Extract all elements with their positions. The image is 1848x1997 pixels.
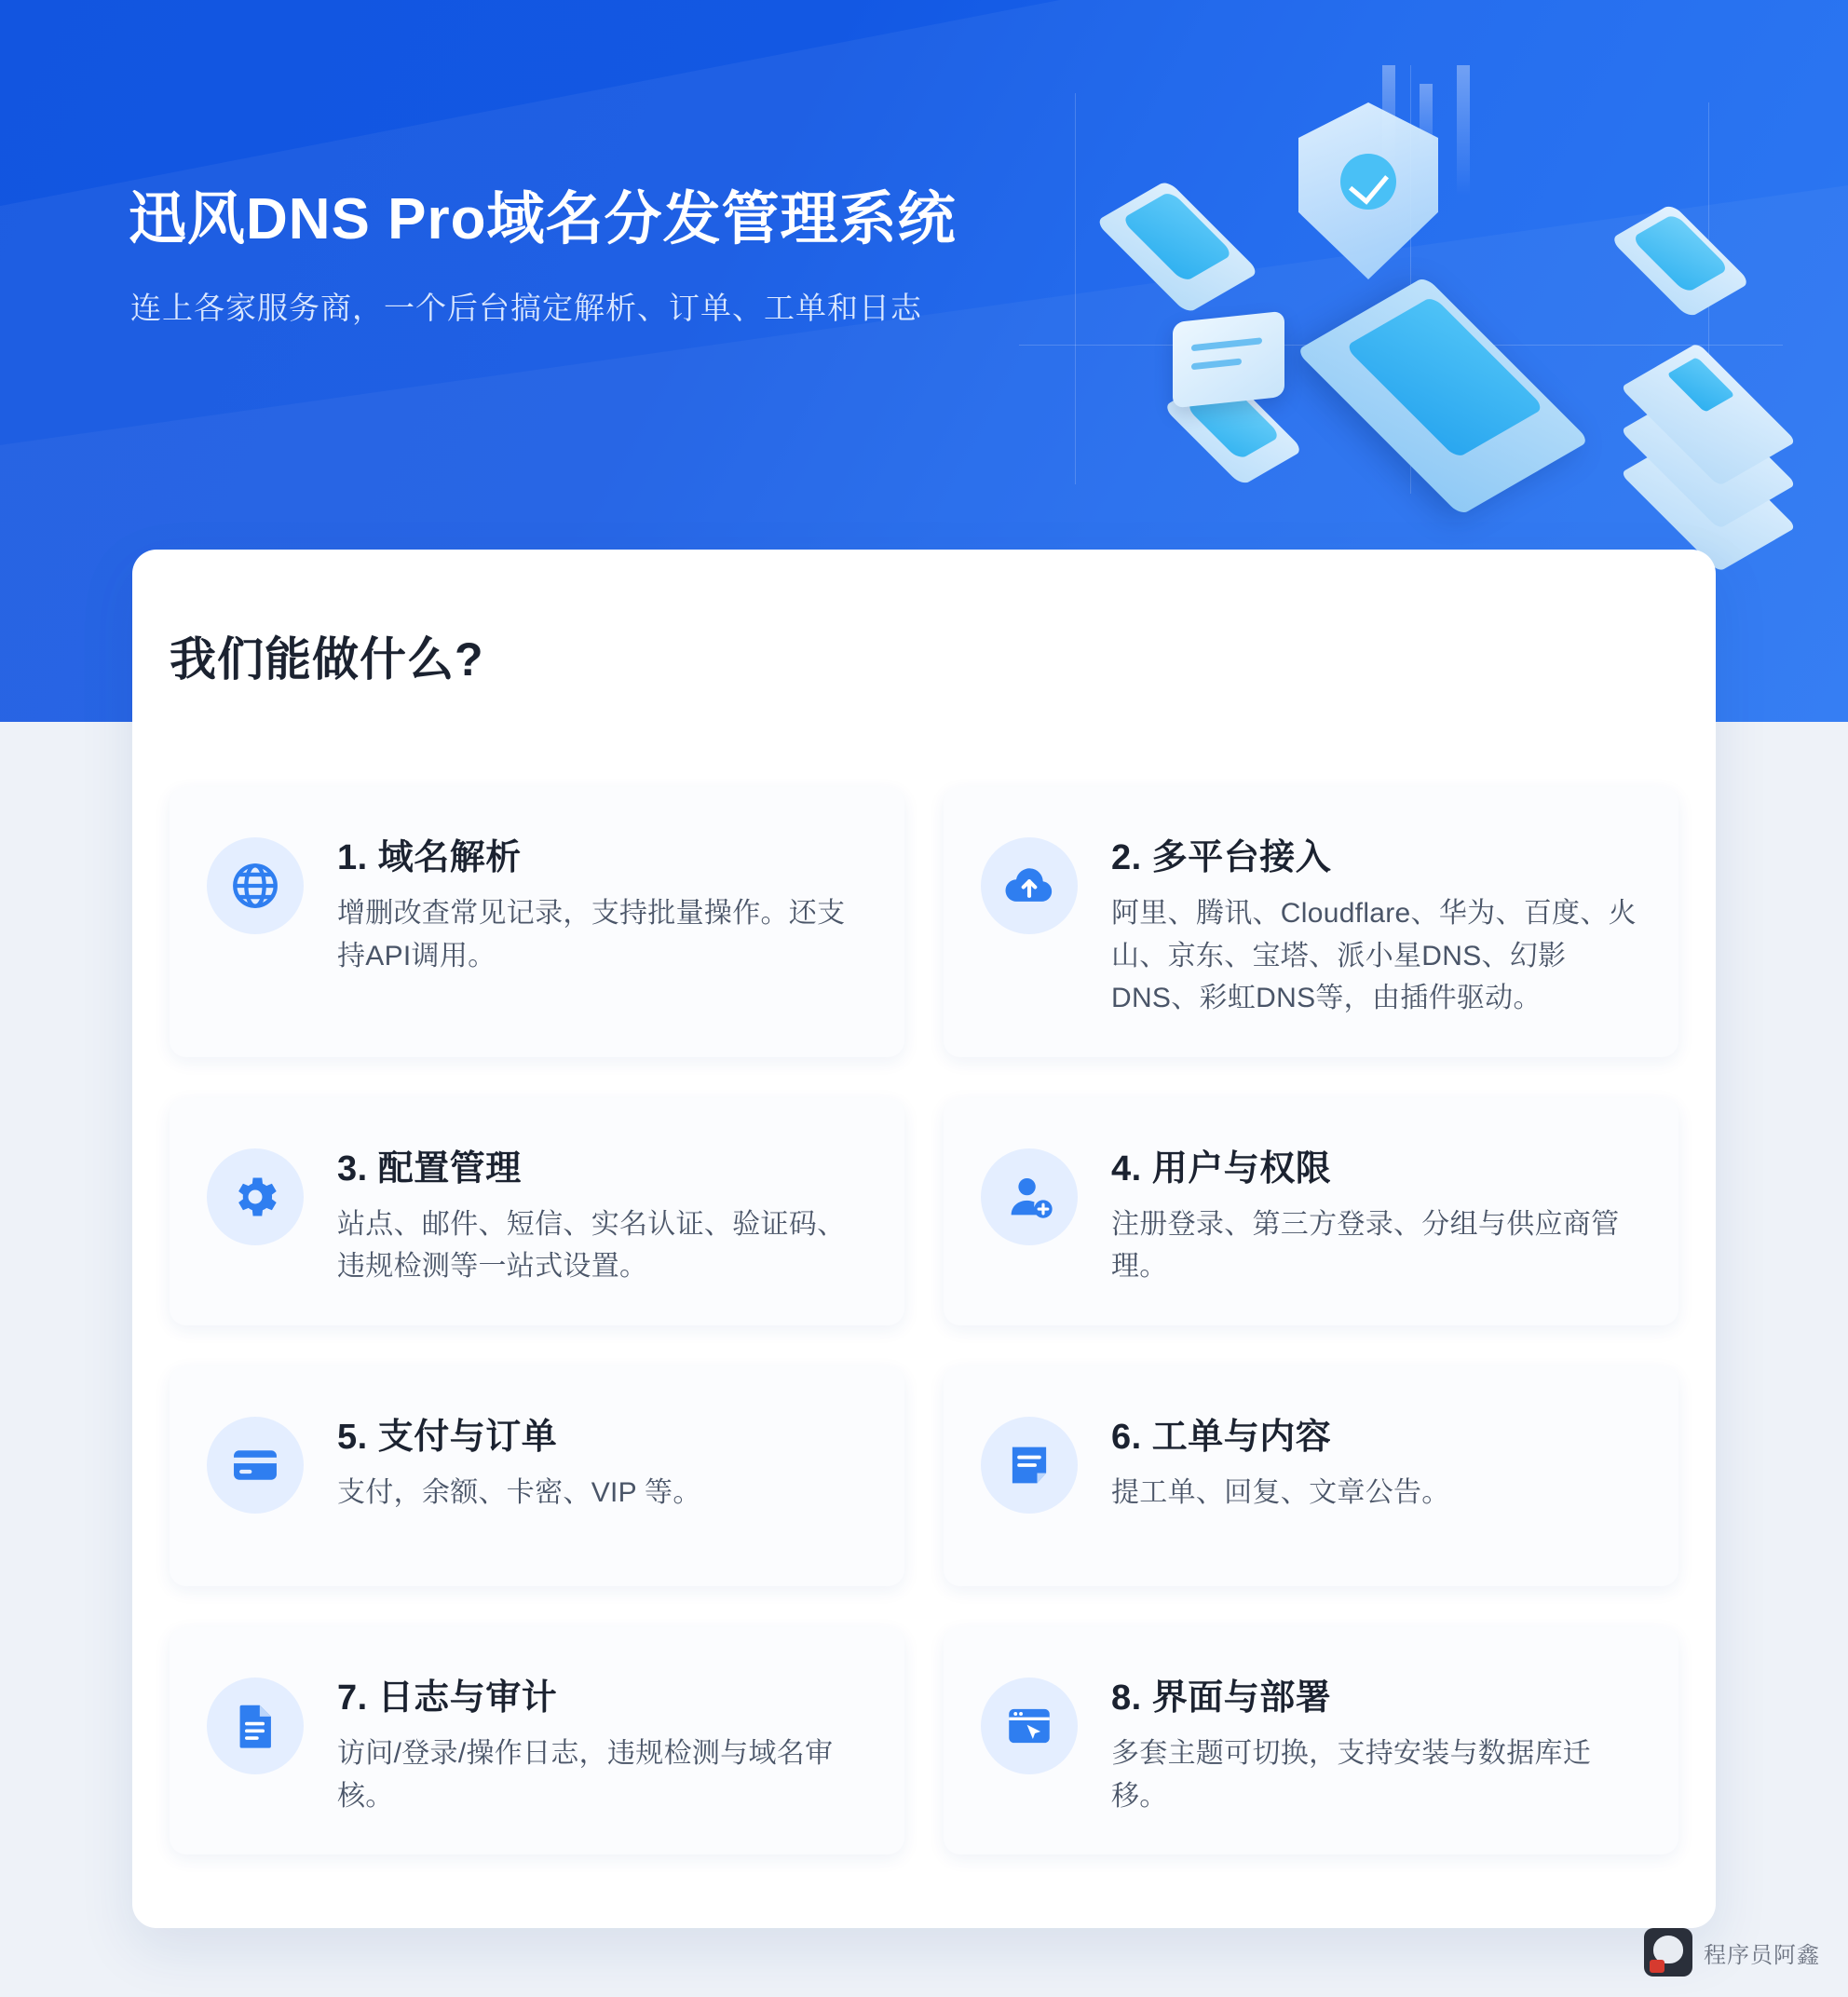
shield-check-icon [1340,154,1396,210]
feature-description: 阿里、腾讯、Cloudflare、华为、百度、火山、京东、宝塔、派小星DNS、幻影DNS、彩虹DNS等，由插件驱动。 [1111,898,1637,1014]
hero-illustration [1019,65,1783,550]
feature-title: 4. 用户与权限 [1111,1148,1332,1189]
feature-title: 3. 配置管理 [337,1148,522,1189]
watermark-label: 程序员阿鑫 [1704,1942,1820,1968]
penguin-avatar-icon [1644,1928,1692,1977]
feature-card-multi-platform[interactable] [944,787,1678,1057]
feature-description: 支付，余额、卡密、VIP 等。 [337,1476,701,1508]
feature-description: 注册登录、第三方登录、分组与供应商管理。 [1111,1208,1620,1283]
feature-title: 5. 支付与订单 [337,1417,558,1457]
cloud-upload-icon [981,837,1078,934]
globe-icon [207,837,304,934]
page-title: 迅风DNS Pro域名分发管理系统 [129,187,957,251]
feature-description: 提工单、回复、文章公告。 [1111,1476,1450,1508]
illustration-server-rack [1638,345,1787,522]
feature-description: 访问/登录/操作日志，违规检测与域名审核。 [337,1737,834,1812]
feature-card-ui-deployment[interactable] [944,1627,1678,1854]
illustration-grid-line [1075,93,1076,484]
feature-description: 站点、邮件、短信、实名认证、验证码、违规检测等一站式设置。 [337,1208,846,1283]
feature-card-config-management[interactable] [170,1098,904,1325]
features-panel [132,550,1716,1928]
credit-card-icon [207,1417,304,1514]
gear-icon [207,1148,304,1245]
feature-title: 2. 多平台接入 [1111,838,1332,877]
feature-description: 增删改查常见记录，支持批量操作。还支持API调用。 [337,898,846,971]
feature-description: 多套主题可切换，支持安装与数据库迁移。 [1111,1737,1592,1812]
watermark [1644,1928,1820,1977]
feature-title: 7. 日志与审计 [337,1678,558,1718]
feature-title: 1. 域名解析 [337,838,522,877]
illustration-light-beam [1457,65,1470,196]
window-cursor-icon [981,1678,1078,1774]
feature-card-domain-resolution[interactable] [170,787,904,1057]
feature-card-payment-orders[interactable] [170,1366,904,1586]
document-icon [207,1678,304,1774]
page-subtitle: 连上各家服务商，一个后台搞定解析、订单、工单和日志 [130,291,922,325]
user-add-icon [981,1148,1078,1245]
ticket-note-icon [981,1417,1078,1514]
feature-title: 6. 工单与内容 [1111,1417,1332,1457]
feature-card-users-permissions[interactable] [944,1098,1678,1325]
feature-title: 8. 界面与部署 [1111,1678,1332,1718]
illustration-message-card [1173,311,1284,409]
section-heading: 我们能做什么? [170,633,484,686]
feature-card-tickets-content[interactable] [944,1366,1678,1586]
feature-card-logs-audit[interactable] [170,1627,904,1854]
features-grid [132,787,1716,1897]
